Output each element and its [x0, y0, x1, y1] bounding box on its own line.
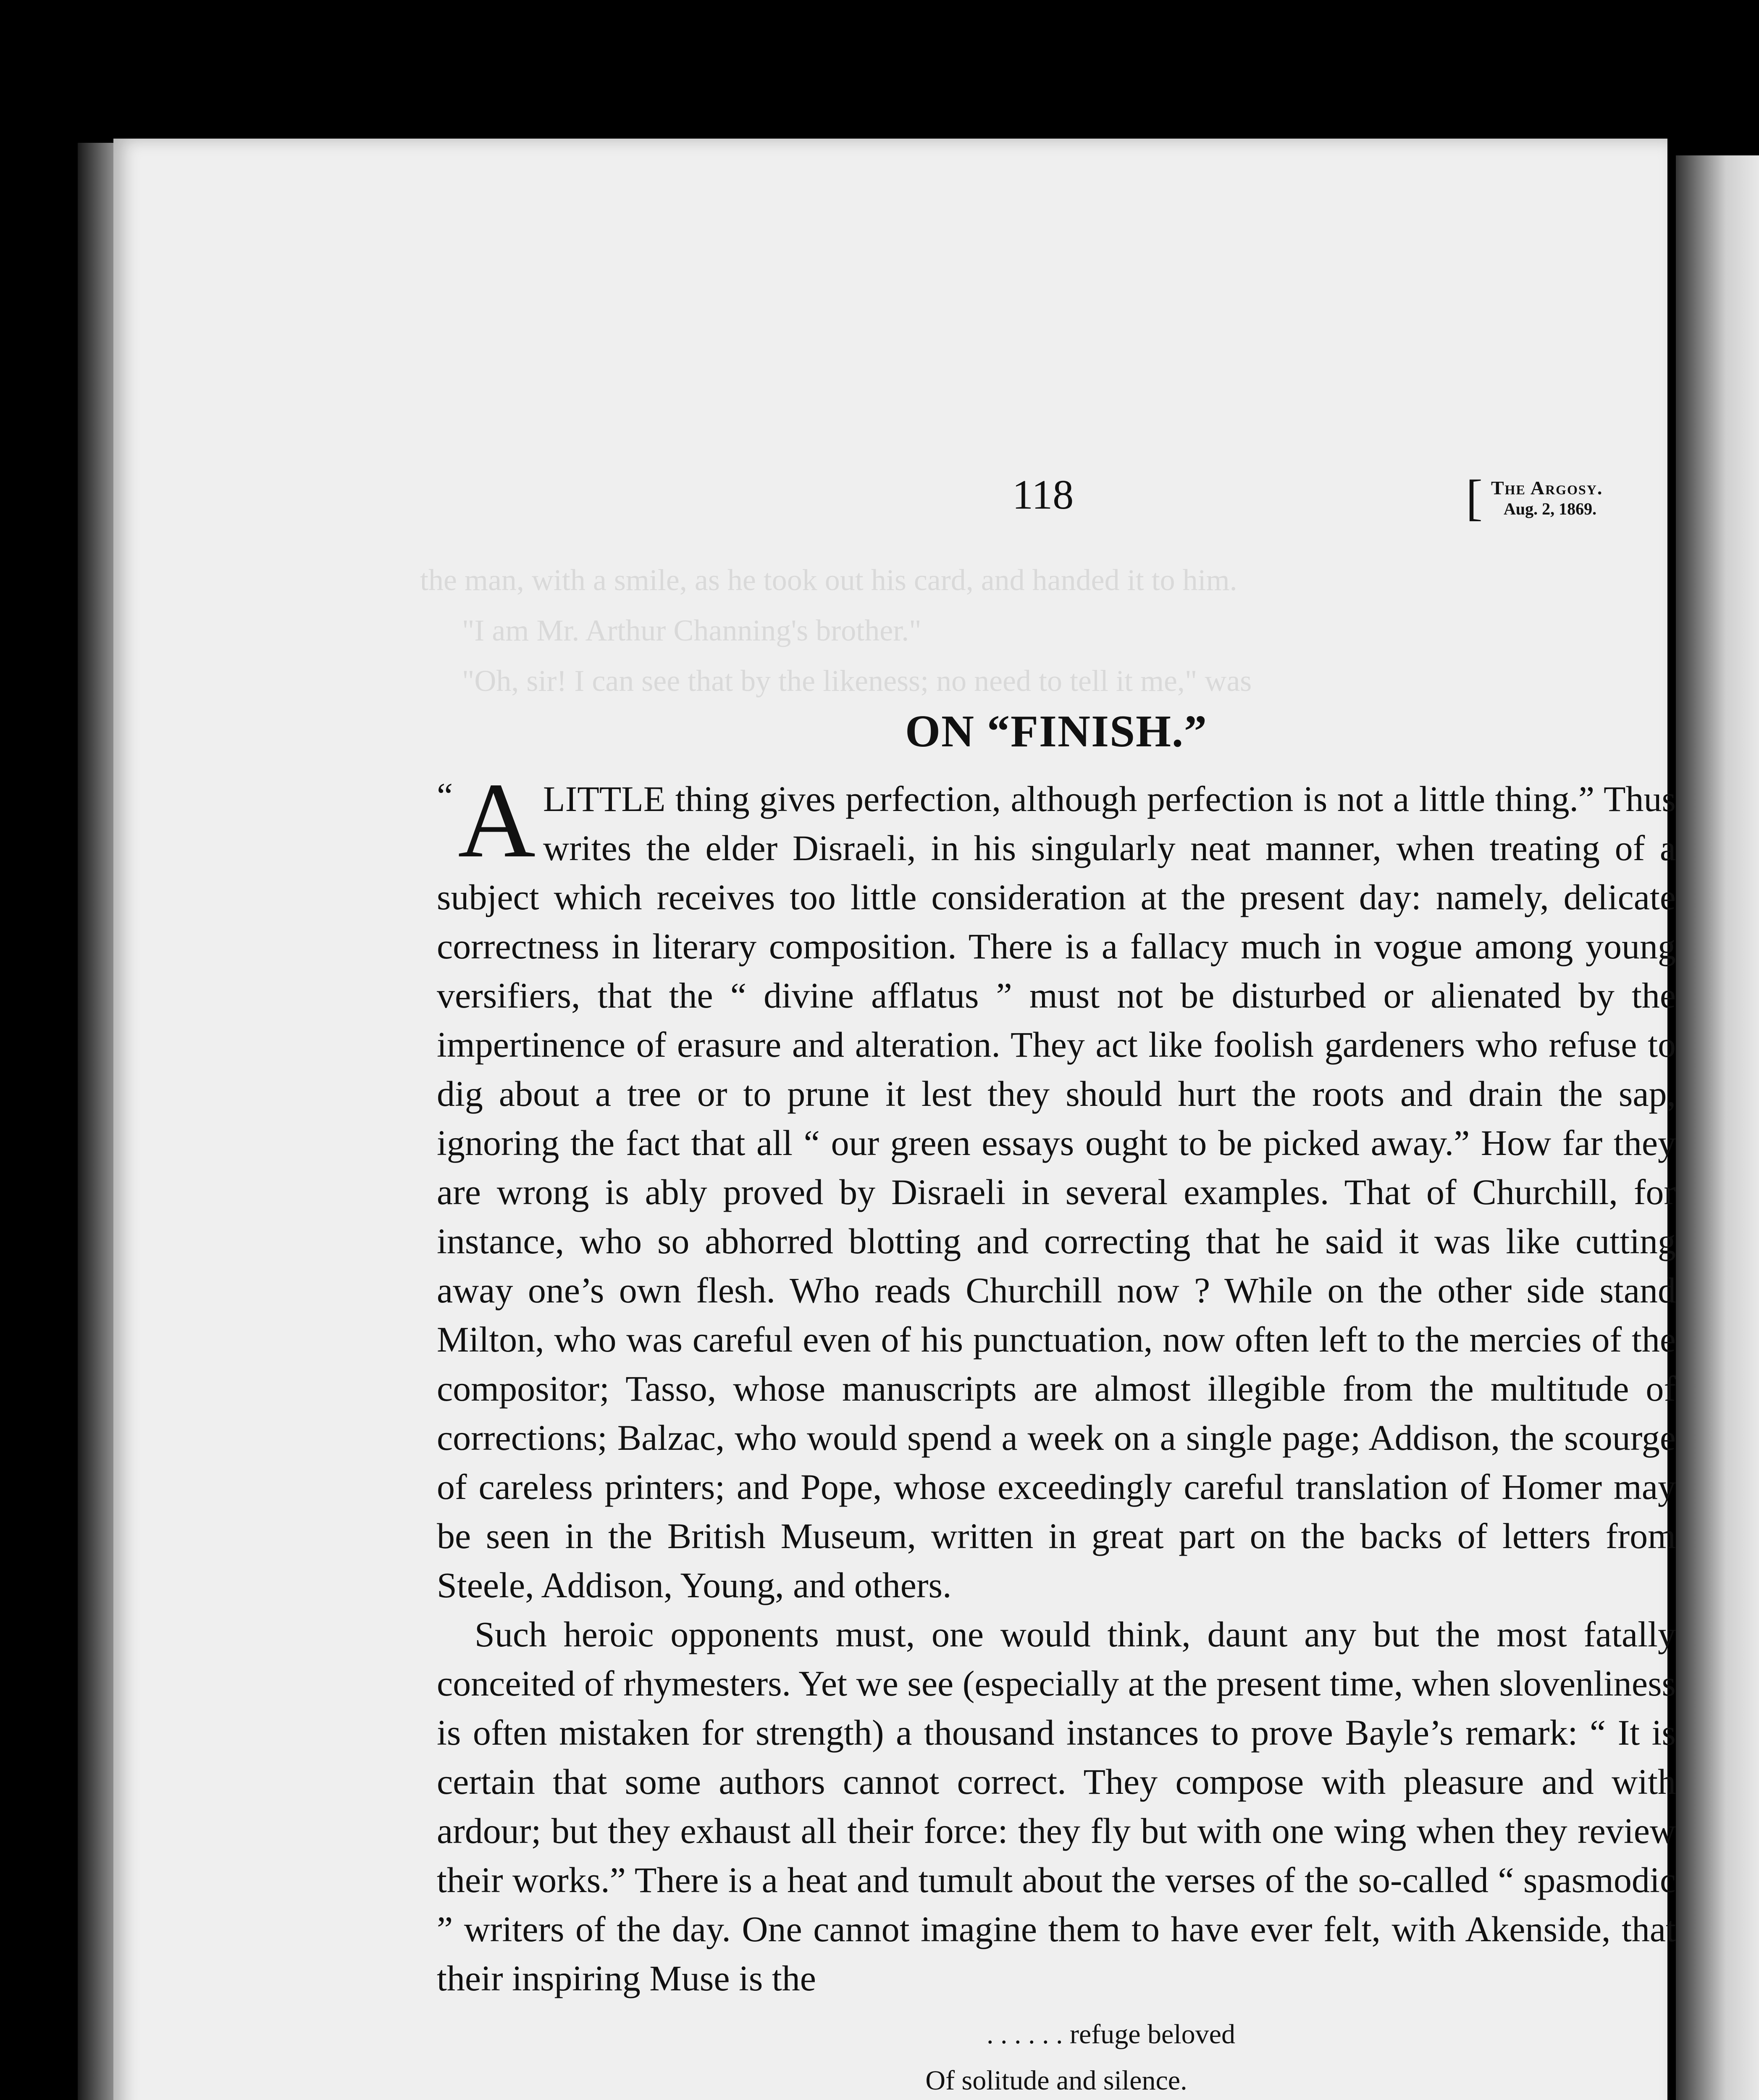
bracket-glyph: [ — [1466, 470, 1483, 525]
opening-quote: “ — [437, 775, 453, 816]
quote-line-1: . . . . . . refuge beloved — [987, 2019, 1235, 2050]
book-page — [113, 139, 1676, 2100]
bleed-through-line: "I am Mr. Arthur Channing's brother." — [462, 614, 922, 647]
running-head-title: The Argosy. — [1491, 477, 1603, 499]
paragraph-1-text: LITTLE thing gives perfection, although perfection is not a little thing.” Thus writes the elder Disraeli, in his singularly neat manner, when treating of a subject which receives too little consideration at the present day: namely, delicate correctness in literary composition. There is a fallacy much in vogue among young versifiers, that the “ divine afflatus ” must not be disturbed or alienated by the impertinence of erasure and alteration. They act like foolish gardeners who refuse to dig about a tree or to prune it lest they should hurt the roots and drain the sap, ignoring the fact that all “ our green essays ought to be picked away.” How far they are wrong is ably proved by Disraeli in several examples. That of Churchill, for instance, who so abhorred blotting and correcting that he said it was like cutting away one’s own flesh. Who reads Churchill now ? While on the other side stand Milton, who was careful even of his punctuation, now often left to the mercies of the compositor; Tasso, whose manuscripts are almost illegible from the multitude of corrections; Balzac, who would spend a week on a single page; Addison, the scourge of careless printers; and Pope, whose exceedingly careful translation of Homer may be seen in the British Museum, written in great part on the backs of letters from Steele, Addison, Young, and others. — [437, 779, 1676, 1605]
article-title: ON “FINISH.” — [905, 706, 1208, 756]
paragraph-1 — [437, 761, 1676, 1610]
article — [437, 706, 1676, 2100]
page-header — [113, 470, 1667, 533]
paragraph-2: Such heroic opponents must, one would think, daunt any but the most fatally conceited of rhymesters. Yet we see (especially at the present time, when slovenliness is often mistaken for strength) a thousand instances to prove Bayle’s remark: “ It is certain that some authors cannot correct. They compose with pleasure and with ardour; but they exhaust all their force: they fly but with one wing when they review their works.” There is a heat and tumult about the verses of the so-called “ spasmodic ” writers of the day. One cannot imagine them to have ever felt, with Akenside, that their inspiring Muse is the — [437, 1614, 1676, 1998]
running-head-date: Aug. 2, 1869. — [1503, 499, 1597, 518]
bleed-through-line: the man, with a smile, as he took out his card, and handed it to him. — [420, 563, 1237, 597]
page-number: 118 — [1012, 471, 1074, 518]
book-spine — [78, 143, 118, 2100]
quote-line-2: Of solitude and silence. — [925, 2065, 1187, 2096]
facing-page-edge — [1676, 155, 1759, 2100]
running-head — [1466, 470, 1603, 525]
bleed-through-line: "Oh, sir! I can see that by the likeness; no need to tell it me," was — [462, 664, 1252, 698]
drop-cap: A — [458, 761, 536, 880]
akenside-quote — [437, 2011, 1676, 2100]
